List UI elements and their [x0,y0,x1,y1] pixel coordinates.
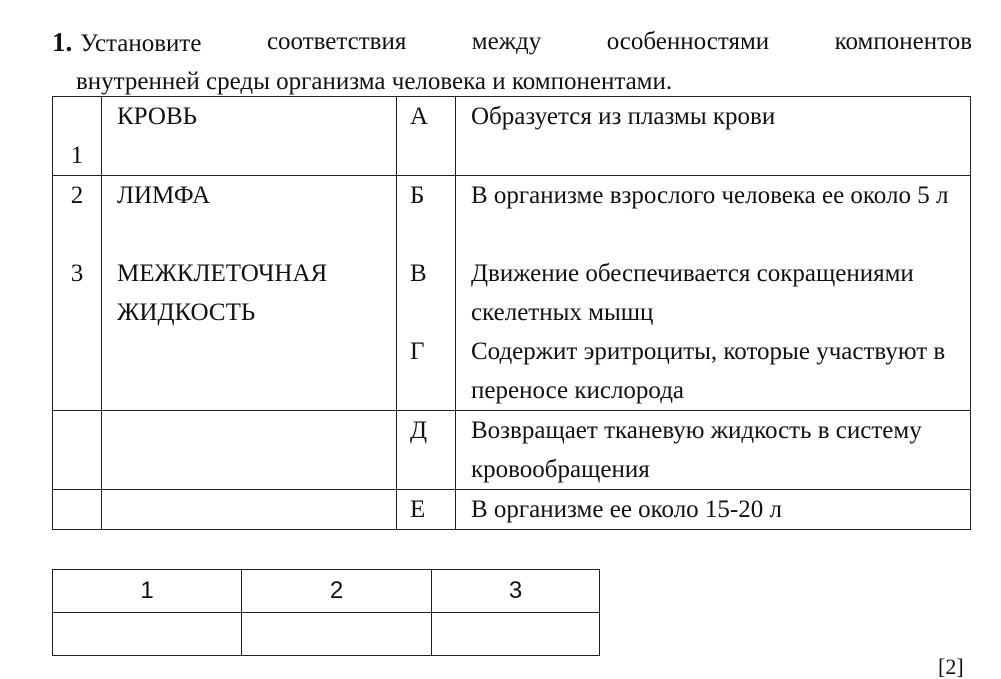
answer-header-1: 1 [53,570,242,613]
component-term: ЛИМФА [102,176,397,255]
feature-description: Возвращает тканевую жидкость в систему кровообращения [456,411,971,490]
feature-description: В организме ее около 15-20 л [456,490,971,530]
score-marker: [2] [938,654,964,679]
component-term: КРОВЬ [102,97,397,176]
table-row [53,97,971,176]
feature-description: Образуется из плазмы крови [456,97,971,176]
table-row [53,490,971,530]
task-line-1 [52,24,972,62]
feature-letter: В [397,254,456,332]
row-number: 2 [53,176,102,255]
task-word-3: между [471,28,542,55]
row-number [53,490,102,530]
row-number [53,411,102,490]
table-row [53,176,971,255]
feature-description: В организме взрослого человека ее около 5 л [456,176,971,255]
table-row [53,411,971,490]
task-word-2: соответствия [266,28,407,55]
row-number [53,332,102,411]
answer-cell-1[interactable] [53,613,242,656]
task-word-1: 1. Установите [52,27,202,57]
component-term: МЕЖКЛЕТОЧНАЯ ЖИДКОСТЬ [102,254,397,332]
component-term [102,490,397,530]
task-statement [52,24,972,100]
feature-description: Движение обеспечивается сокращениями скелетных мышц [456,254,971,332]
answer-header-2: 2 [242,570,432,613]
answer-table [52,569,600,656]
feature-description: Содержит эритроциты, которые участвуют в переносе кислорода [456,332,971,411]
answer-header-3: 3 [432,570,600,613]
feature-letter: А [397,97,456,176]
answer-header-row [53,570,600,613]
component-term [102,411,397,490]
table-row [53,332,971,411]
matching-table [52,96,971,530]
feature-letter: Г [397,332,456,411]
task-line-2: внутренней среды организма человека и компонентами. [76,68,673,95]
feature-letter: Б [397,176,456,255]
row-number: 1 [53,97,102,176]
answer-cell-2[interactable] [242,613,432,656]
answer-input-row [53,613,600,656]
answer-cell-3[interactable] [432,613,600,656]
task-word-5: компонентов [834,28,972,55]
row-number: 3 [53,254,102,332]
table-row [53,254,971,332]
component-term [102,332,397,411]
feature-letter: Е [397,490,456,530]
feature-letter: Д [397,411,456,490]
task-number: 1. [52,27,73,57]
task-word-4: особенностями [606,28,770,55]
